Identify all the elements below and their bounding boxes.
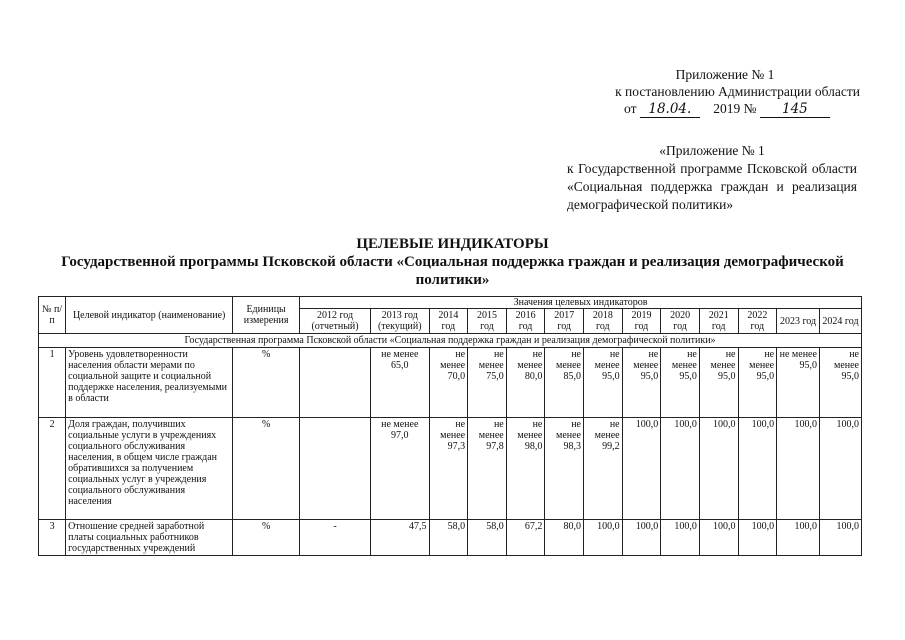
row-value: не менее 70,0: [429, 348, 468, 418]
header-year: 2018 год: [584, 309, 623, 334]
header-year: 2015 год: [468, 309, 507, 334]
row-num: 1: [39, 348, 66, 418]
header-units: Единицы измерения: [233, 297, 300, 334]
row-value: не менее 95,0: [661, 348, 700, 418]
header-year: 2022 год: [738, 309, 777, 334]
program-annex-title: «Приложение № 1: [659, 143, 765, 158]
header-indicator: Целевой индикатор (наименование): [66, 297, 233, 334]
row-value: 100,0: [622, 520, 661, 556]
row-value: не менее 95,0: [738, 348, 777, 418]
row-value: не менее 98,3: [545, 418, 584, 520]
section-row: [39, 334, 862, 348]
header-year: 2014 год: [429, 309, 468, 334]
row-value: не менее 97,3: [429, 418, 468, 520]
row-num: 2: [39, 418, 66, 520]
header-year: 2024 год: [819, 309, 861, 334]
annex-year-text: 2019 №: [713, 101, 757, 116]
row-indicator: Отношение средней заработной платы социальных работников государственных учреждений: [66, 520, 233, 556]
row-value: 100,0: [661, 520, 700, 556]
row-value: не менее 95,0: [777, 348, 820, 418]
header-year: 2020 год: [661, 309, 700, 334]
row-value: не менее 85,0: [545, 348, 584, 418]
row-value: 100,0: [699, 418, 738, 520]
row-value: не менее 65,0: [371, 348, 429, 418]
row-value: 100,0: [738, 418, 777, 520]
document-title: [0, 235, 905, 289]
row-value: не менее 95,0: [622, 348, 661, 418]
row-value: не менее 97,8: [468, 418, 507, 520]
header-num: № п/п: [39, 297, 66, 334]
row-value: 100,0: [699, 520, 738, 556]
program-annex-text: к Государственной программе Псковской области «Социальная поддержка граждан и реализация демографической политики»: [567, 161, 857, 212]
handwritten-date: 18.04.: [640, 102, 700, 118]
row-value: 100,0: [622, 418, 661, 520]
row-unit: %: [233, 418, 300, 520]
section-title: Государственная программа Псковской области «Социальная поддержка граждан и реализация демографической политики»: [39, 334, 862, 348]
row-value: 100,0: [819, 418, 861, 520]
program-annex-block: [567, 142, 857, 214]
row-value: 58,0: [468, 520, 507, 556]
header-year: 2016 год: [506, 309, 545, 334]
row-unit: %: [233, 520, 300, 556]
header-year: 2017 год: [545, 309, 584, 334]
header-year: 2013 год (текущий): [371, 309, 429, 334]
indicators-table: [38, 296, 862, 556]
annex-date-line: [560, 100, 860, 118]
row-value: 47,5: [371, 520, 429, 556]
row-value: 100,0: [819, 520, 861, 556]
row-value: не менее 97,0: [371, 418, 429, 520]
header-row-1: [39, 297, 862, 309]
row-value: 67,2: [506, 520, 545, 556]
row-value: 80,0: [545, 520, 584, 556]
row-indicator: Уровень удовлетворенности населения области мерами по социальной защите и социальной поддержке населения, реализуемыми в области: [66, 348, 233, 418]
row-value: не менее 95,0: [584, 348, 623, 418]
header-year: 2019 год: [622, 309, 661, 334]
row-value: 100,0: [777, 520, 820, 556]
row-value: 100,0: [777, 418, 820, 520]
row-value: не менее 75,0: [468, 348, 507, 418]
annex-title: Приложение № 1: [675, 67, 775, 82]
table-row: [39, 520, 862, 556]
row-value: [300, 348, 371, 418]
title-line-1: ЦЕЛЕВЫЕ ИНДИКАТОРЫ: [356, 236, 549, 252]
row-value: не менее 95,0: [699, 348, 738, 418]
header-year: 2012 год (отчетный): [300, 309, 371, 334]
header-values-group: Значения целевых индикаторов: [300, 297, 862, 309]
row-value: не менее 98,0: [506, 418, 545, 520]
row-value: 100,0: [738, 520, 777, 556]
row-value: 58,0: [429, 520, 468, 556]
table-row: [39, 348, 862, 418]
title-line-2: Государственной программы Псковской области «Социальная поддержка граждан и реализация демографической политики»: [61, 254, 844, 288]
annex-from-prefix: от: [624, 101, 637, 116]
row-value: -: [300, 520, 371, 556]
row-num: 3: [39, 520, 66, 556]
row-value: 100,0: [661, 418, 700, 520]
row-value: не менее 95,0: [819, 348, 861, 418]
handwritten-number: 145: [760, 102, 830, 118]
row-unit: %: [233, 348, 300, 418]
row-value: [300, 418, 371, 520]
table-row: [39, 418, 862, 520]
row-value: не менее 99,2: [584, 418, 623, 520]
row-indicator: Доля граждан, получивших социальные услуги в учреждениях социального обслуживания населения, в общем числе граждан обратившихся за получением социальных услуг в учреждения социального обслуживания населения: [66, 418, 233, 520]
row-value: 100,0: [584, 520, 623, 556]
header-year: 2023 год: [777, 309, 820, 334]
annex-resolution-ref: к постановлению Администрации области: [615, 84, 860, 99]
annex-header: [560, 66, 860, 118]
row-value: не менее 80,0: [506, 348, 545, 418]
header-year: 2021 год: [699, 309, 738, 334]
